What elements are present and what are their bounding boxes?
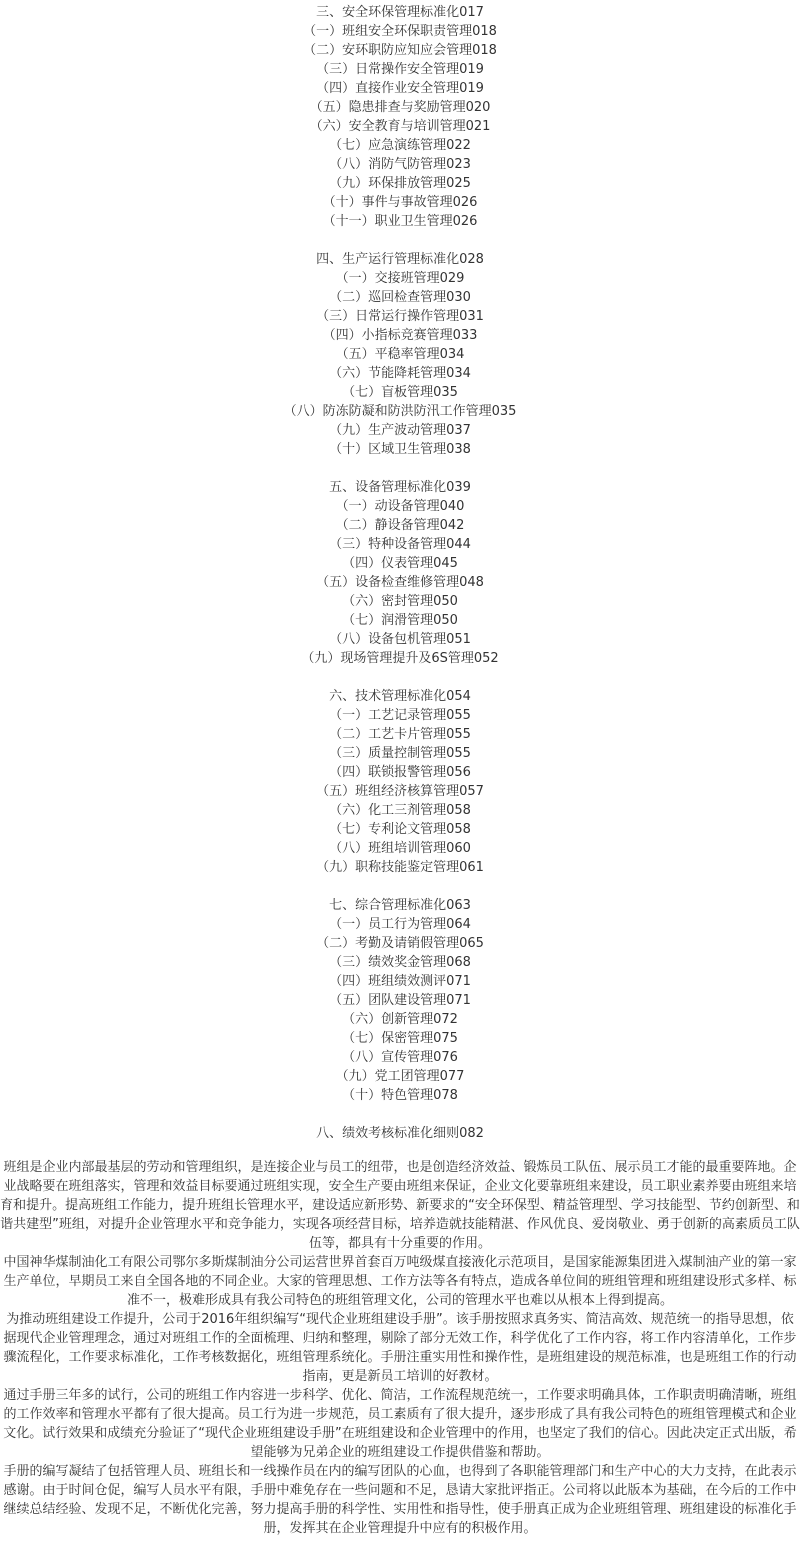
toc-item: （六）密封管理050: [342, 594, 458, 609]
toc-section-title: 四、生产运行管理标准化028: [316, 252, 484, 267]
toc-spacer: [0, 877, 800, 896]
foreword-paragraph: 中国神华煤制油化工有限公司鄂尔多斯煤制油分公司运营世界首套百万吨级煤直接液化示范项目，是国家能源集团进入煤制油产业的第一家生产单位，早期员工来自全国各地的不同企业。大家的管理思想、工作方法等各有特点，造成各单位间的班组管理和班组建设形式多样、标准不一，极难形成具有我公司特色的班组管理文化，公司的管理水平也难以从根本上得到提高。: [3, 1255, 797, 1308]
toc-item: （九）职称技能鉴定管理061: [316, 860, 484, 875]
toc-spacer: [0, 459, 800, 478]
toc-item: （五）隐患排查与奖励管理020: [309, 100, 491, 115]
toc-item: （八）设备包机管理051: [329, 632, 471, 647]
toc-item: （六）节能降耗管理034: [329, 366, 471, 381]
toc-item: （八）班组培训管理060: [329, 841, 471, 856]
toc-item: （三）日常操作安全管理019: [316, 62, 484, 77]
toc-item: （四）仪表管理045: [342, 556, 458, 571]
toc-item: （七）应急演练管理022: [329, 138, 471, 153]
toc-item: （一）员工行为管理064: [329, 917, 471, 932]
toc-item: （五）班组经济核算管理057: [316, 784, 484, 799]
toc-section-title: 五、设备管理标准化039: [329, 480, 471, 495]
toc-section: [0, 3, 800, 231]
toc-item: （七）保密管理075: [342, 1031, 458, 1046]
toc-item: （九）现场管理提升及6S管理052: [301, 651, 499, 666]
toc-section: [0, 896, 800, 1105]
toc-item: （一）动设备管理040: [335, 499, 465, 514]
toc-spacer: [0, 668, 800, 687]
foreword: [0, 1153, 800, 1538]
toc-item: （五）团队建设管理071: [329, 993, 471, 1008]
toc-section-title: 六、技术管理标准化054: [329, 689, 471, 704]
toc-item: （五）设备检查维修管理048: [316, 575, 484, 590]
toc-section: [0, 478, 800, 668]
toc-item: （四）班组绩效测评071: [329, 974, 471, 989]
toc-item: （九）环保排放管理025: [329, 176, 471, 191]
toc-item: （二）静设备管理042: [335, 518, 465, 533]
toc-section: [0, 687, 800, 877]
toc-item: （一）班组安全环保职责管理018: [303, 24, 497, 39]
toc-spacer: [0, 231, 800, 250]
toc-item: （二）工艺卡片管理055: [329, 727, 471, 742]
toc-item: （四）小指标竞赛管理033: [322, 328, 478, 343]
toc-section: [0, 250, 800, 459]
toc-item: （六）化工三剂管理058: [329, 803, 471, 818]
foreword-paragraph: 班组是企业内部最基层的劳动和管理组织，是连接企业与员工的纽带，也是创造经济效益、锻炼员工队伍、展示员工才能的最重要阵地。企业战略要在班组落实，管理和效益目标要通过班组实现，安全生产要由班组来保证，企业文化要靠班组来建设，员工职业素养要由班组来培育和提升。提高班组工作能力，提升班组长管理水平，建设适应新形势、新要求的“安全环保型、精益管理型、学习技能型、节约创新型、和谐共建型”班组，对提升企业管理水平和竞争能力，实现各项经营目标，培养造就技能精湛、作风优良、爱岗敬业、勇于创新的高素质员工队伍等，都具有十分重要的作用。: [0, 1160, 800, 1251]
toc-section-title: 七、综合管理标准化063: [329, 898, 471, 913]
toc-item: （八）消防气防管理023: [329, 157, 471, 172]
foreword-paragraph: 通过手册三年多的试行，公司的班组工作内容进一步科学、优化、简洁，工作流程规范统一，工作要求明确具体，工作职责明确清晰，班组的工作效率和管理水平都有了很大提高。员工行为进一步规范，员工素质有了很大提升，逐步形成了具有我公司特色的班组管理模式和企业文化。试行效果和成绩充分验证了“现代企业班组建设手册”在班组建设和企业管理中的作用，也坚定了我们的信心。因此决定正式出版，希望能够为兄弟企业的班组建设工作提供借鉴和帮助。: [3, 1388, 797, 1460]
toc-spacer: [0, 1105, 800, 1124]
toc-item: （一）工艺记录管理055: [329, 708, 471, 723]
toc-item: （二）考勤及请销假管理065: [316, 936, 484, 951]
toc-item: （十）区域卫生管理038: [329, 442, 471, 457]
toc-item: （七）专利论文管理058: [329, 822, 471, 837]
toc-section-title: 八、绩效考核标准化细则082: [316, 1126, 484, 1141]
toc-item: （三）日常运行操作管理031: [316, 309, 484, 324]
toc-item: （一）交接班管理029: [335, 271, 465, 286]
toc-item: （五）平稳率管理034: [335, 347, 465, 362]
foreword-paragraph: 手册的编写凝结了包括管理人员、班组长和一线操作员在内的编写团队的心血，也得到了各职能管理部门和生产中心的大力支持，在此表示感谢。由于时间仓促，编写人员水平有限，手册中难免存在一些问题和不足，恳请大家批评指正。公司将以此版本为基础，在今后的工作中继续总结经验、发现不足，不断优化完善，努力提高手册的科学性、实用性和指导性，使手册真正成为企业班组管理、班组建设的标准化手册，发挥其在企业管理提升中应有的积极作用。: [3, 1464, 797, 1536]
toc-section-title: 三、安全环保管理标准化017: [316, 5, 484, 20]
toc-item: （三）绩效奖金管理068: [329, 955, 471, 970]
toc-section: [0, 1124, 800, 1143]
toc-item: （八）防冻防凝和防洪防汛工作管理035: [283, 404, 517, 419]
toc-item: （三）质量控制管理055: [329, 746, 471, 761]
toc-item: （七）润滑管理050: [342, 613, 458, 628]
foreword-paragraph: 为推动班组建设工作提升，公司于2016年组织编写“现代企业班组建设手册”。该手册按照求真务实、简洁高效、规范统一的指导思想，依据现代企业管理理念，通过对班组工作的全面梳理、归纳和整理，剔除了部分无效工作，科学优化了工作内容，将工作内容清单化，工作步骤流程化，工作要求标准化，工作考核数据化，班组管理系统化。手册注重实用性和操作性，是班组建设的规范标准，也是班组工作的行动指南，更是新员工培训的好教材。: [3, 1312, 797, 1384]
toc-spacer: [0, 1143, 800, 1153]
toc-item: （六）安全教育与培训管理021: [309, 119, 491, 134]
toc-item: （四）直接作业安全管理019: [316, 81, 484, 96]
toc-item: （二）巡回检查管理030: [329, 290, 471, 305]
toc-item: （九）党工团管理077: [335, 1069, 465, 1084]
toc-item: （七）盲板管理035: [342, 385, 458, 400]
toc-item: （十一）职业卫生管理026: [322, 214, 478, 229]
toc-item: （十）特色管理078: [342, 1088, 458, 1103]
toc-item: （六）创新管理072: [342, 1012, 458, 1027]
toc-item: （二）安环职防应知应会管理018: [303, 43, 497, 58]
toc-item: （十）事件与事故管理026: [322, 195, 478, 210]
toc-item: （九）生产波动管理037: [329, 423, 471, 438]
toc-item: （三）特种设备管理044: [329, 537, 471, 552]
toc-item: （四）联锁报警管理056: [329, 765, 471, 780]
toc-item: （八）宣传管理076: [342, 1050, 458, 1065]
